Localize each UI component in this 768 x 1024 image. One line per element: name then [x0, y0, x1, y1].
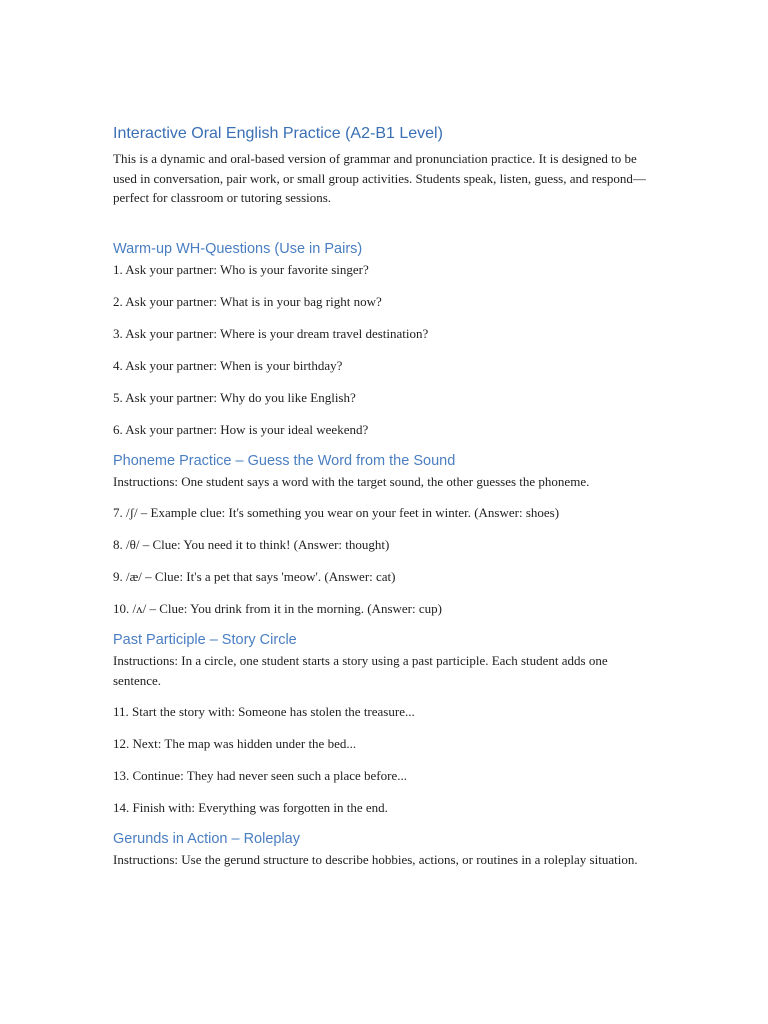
list-item: 12. Next: The map was hidden under the bed...: [113, 736, 357, 751]
gerunds-section: [113, 830, 658, 870]
intro-section: [113, 124, 658, 208]
document-page: [113, 124, 658, 870]
list-item: 14. Finish with: Everything was forgotten in the end.: [113, 800, 388, 815]
intro-paragraph: This is a dynamic and oral-based version of grammar and pronunciation practice. It is designed to be used in conversation, pair work, or small group activities. Students speak, listen, guess, and respond—perfect for classroom or tutoring sessions.: [113, 151, 646, 205]
past-participle-section: [113, 631, 658, 817]
list-item: 1. Ask your partner: Who is your favorite singer?: [113, 261, 369, 277]
list-item: 13. Continue: They had never seen such a place before...: [113, 768, 407, 783]
warmup-heading: Warm-up WH-Questions (Use in Pairs): [113, 240, 363, 257]
list-item: 5. Ask your partner: Why do you like English?: [113, 389, 356, 405]
past-participle-heading: Past Participle – Story Circle: [113, 632, 297, 648]
list-item: 6. Ask your partner: How is your ideal weekend?: [113, 421, 369, 437]
phoneme-heading: Phoneme Practice – Guess the Word from the Sound: [113, 452, 456, 469]
list-item: 10. /ʌ/ – Clue: You drink from it in the morning. (Answer: cup): [113, 601, 442, 616]
list-item: 8. /θ/ – Clue: You need it to think! (Answer: thought): [113, 537, 390, 552]
phoneme-instructions: Instructions: One student says a word with the target sound, the other guesses the phoneme.: [113, 473, 590, 489]
document-title: Interactive Oral English Practice (A2-B1 Level): [113, 125, 443, 142]
list-item: 9. /æ/ – Clue: It's a pet that says 'meow'. (Answer: cat): [113, 569, 396, 584]
gerunds-instructions: Instructions: Use the gerund structure to describe hobbies, actions, or routines in a roleplay situation.: [113, 852, 638, 867]
list-item: 11. Start the story with: Someone has stolen the treasure...: [113, 704, 415, 719]
phoneme-section: [113, 452, 658, 619]
list-item: 7. /ʃ/ – Example clue: It's something you wear on your feet in winter. (Answer: shoes): [113, 505, 560, 520]
list-item: 4. Ask your partner: When is your birthday?: [113, 357, 343, 373]
gerunds-heading: Gerunds in Action – Roleplay: [113, 831, 300, 847]
list-item: 2. Ask your partner: What is in your bag right now?: [113, 293, 382, 309]
past-participle-instructions: Instructions: In a circle, one student starts a story using a past participle. Each student adds one sentence.: [113, 653, 608, 688]
list-item: 3. Ask your partner: Where is your dream travel destination?: [113, 325, 429, 341]
warmup-section: [113, 240, 658, 439]
